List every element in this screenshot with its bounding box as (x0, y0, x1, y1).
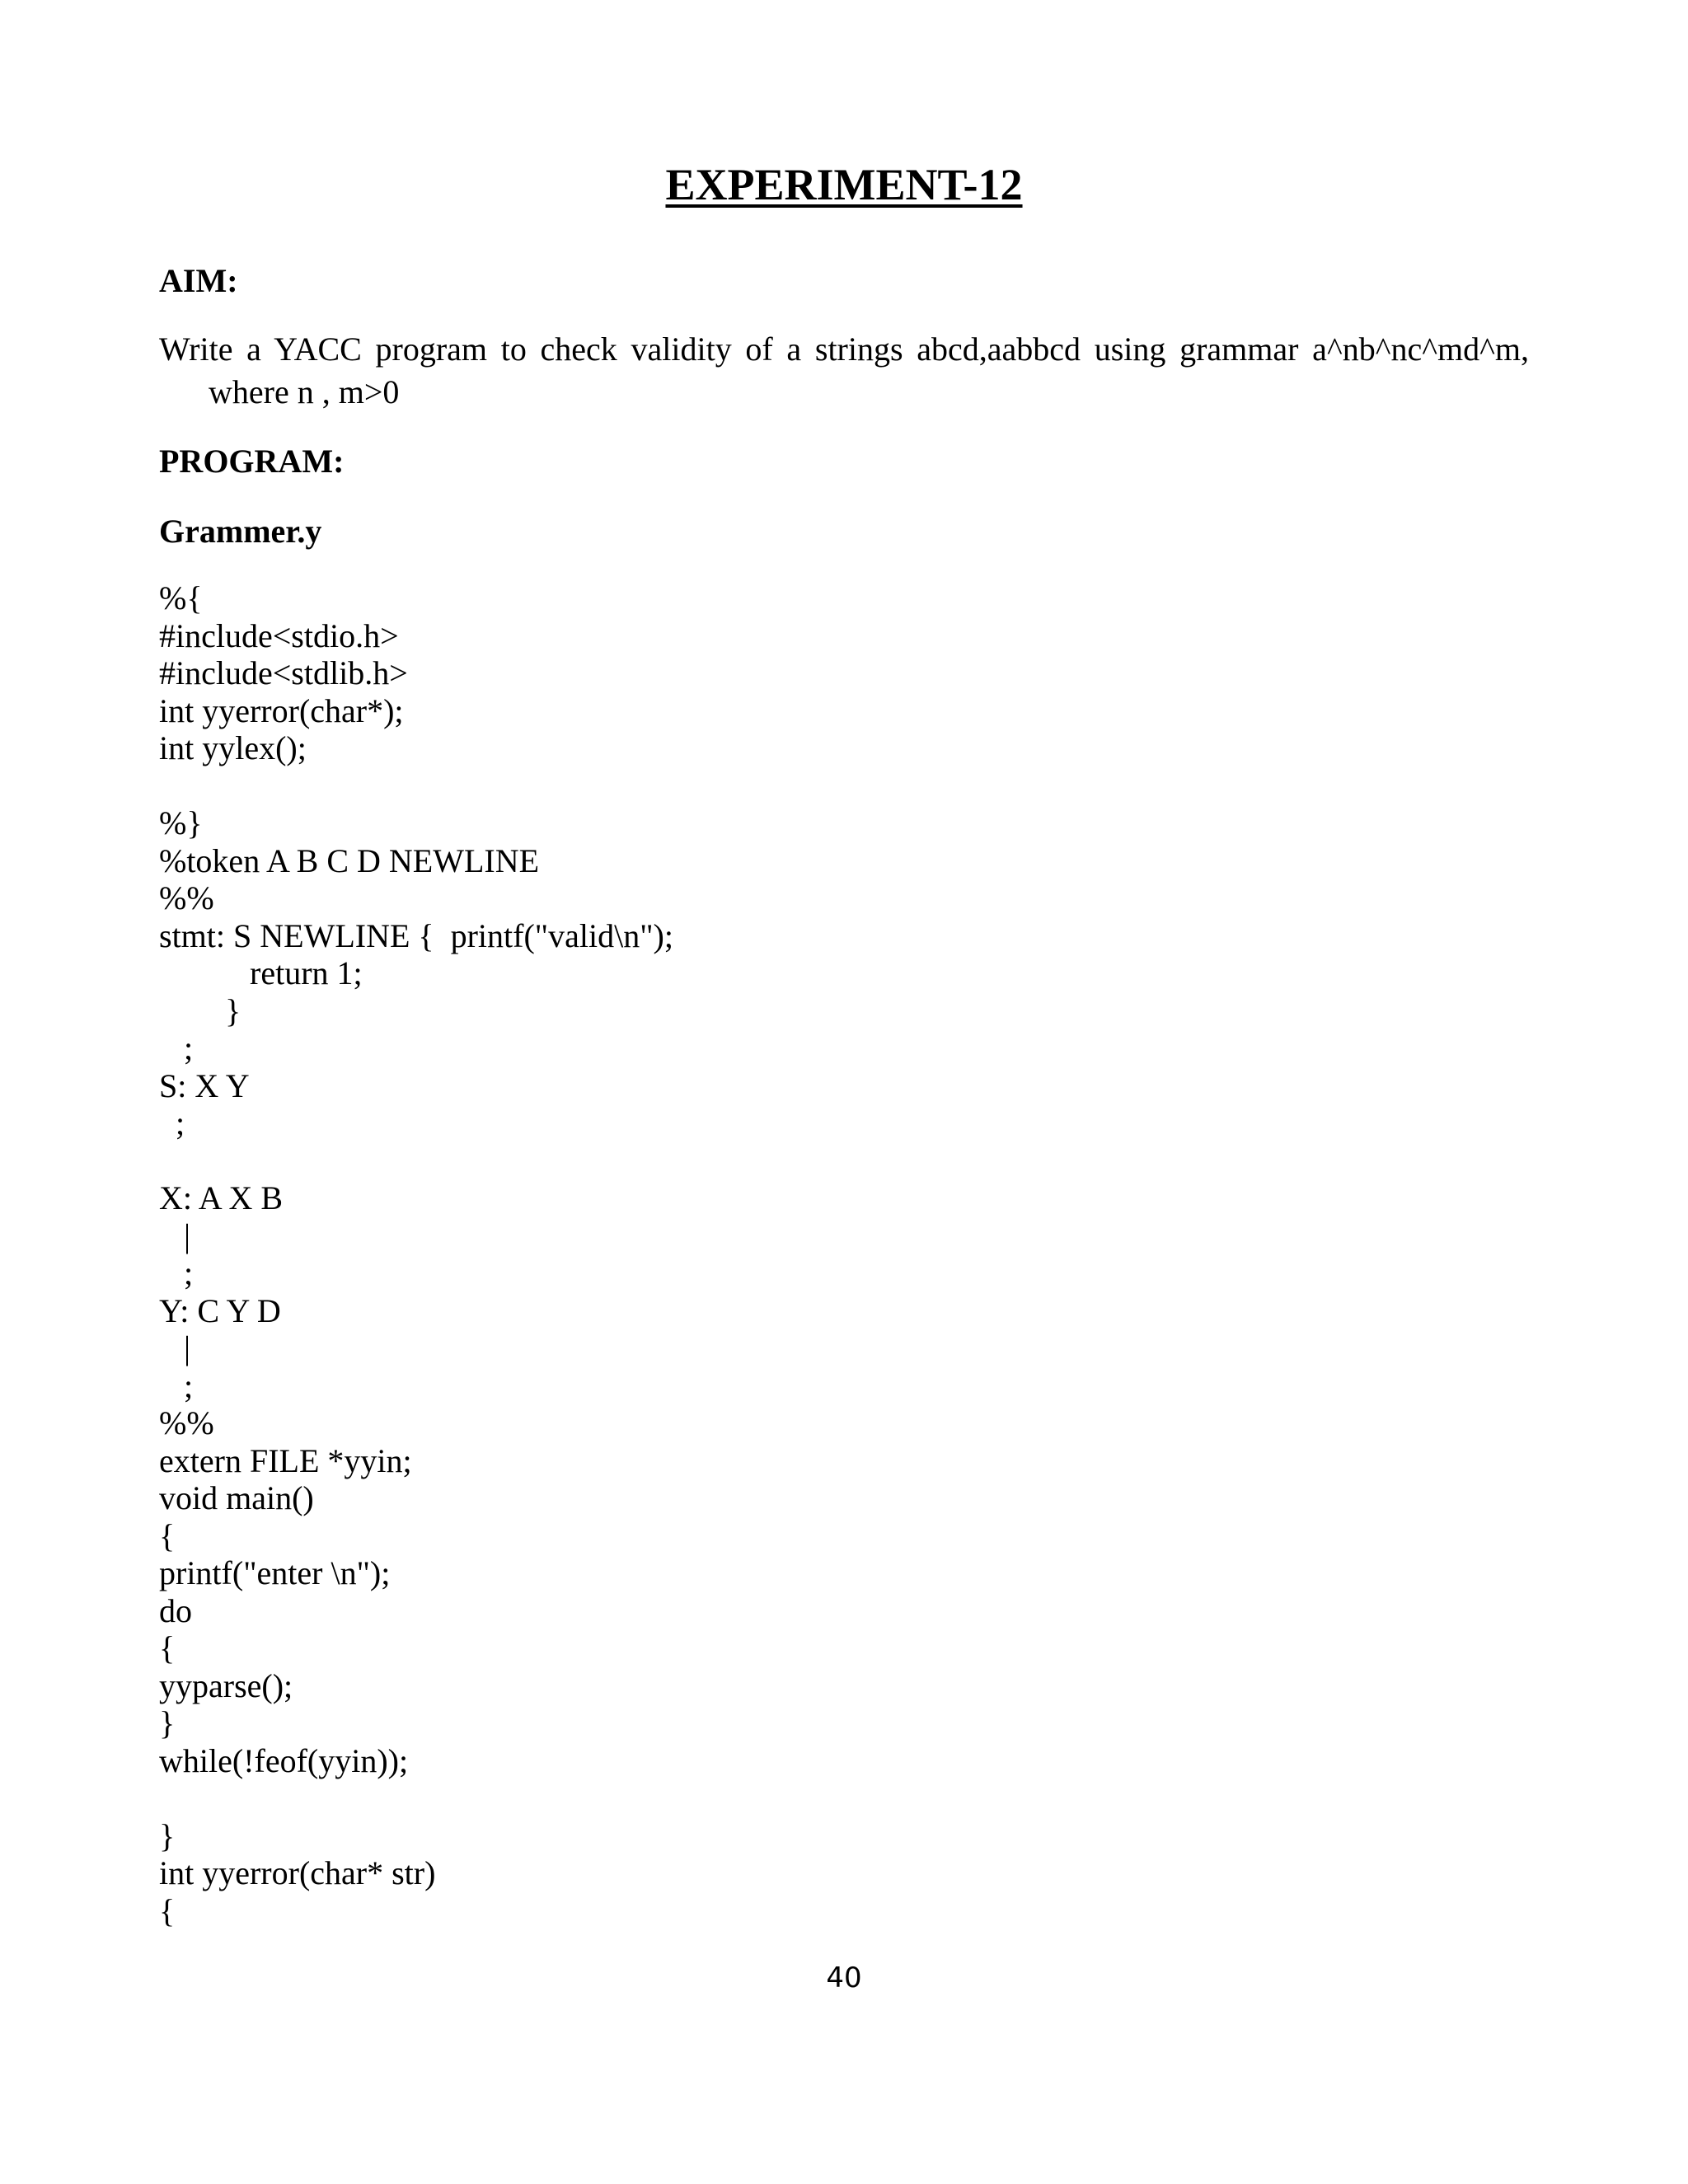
code-line: yyparse(); (159, 1666, 293, 1704)
code-line: int yylex(); (159, 729, 307, 766)
code-line: ; (159, 1104, 185, 1141)
code-line: extern FILE *yyin; (159, 1441, 412, 1479)
code-line: %% (159, 1404, 214, 1441)
program-filename: Grammer.y (159, 513, 322, 550)
code-line: | (159, 1216, 191, 1254)
code-line: } (159, 1704, 176, 1741)
code-line: int yyerror(char*); (159, 691, 404, 729)
page-title: EXPERIMENT-12 (665, 160, 1023, 209)
code-line: stmt: S NEWLINE { printf("valid\n"); (159, 916, 673, 954)
program-heading: PROGRAM: (159, 443, 345, 480)
code-listing (159, 579, 673, 1929)
code-line: ; (159, 1366, 194, 1404)
aim-heading: AIM: (159, 262, 238, 299)
code-line: X: A X B (159, 1179, 284, 1216)
code-line (159, 767, 673, 805)
code-line: { (159, 1516, 176, 1554)
code-line: S: X Y (159, 1066, 250, 1104)
code-line: while(!feof(yyin)); (159, 1741, 409, 1779)
code-line: do (159, 1591, 192, 1629)
code-line: | (159, 1329, 191, 1366)
code-line: ; (159, 1029, 194, 1066)
code-line: void main() (159, 1479, 314, 1516)
code-line (159, 1142, 673, 1180)
code-line: %} (159, 804, 203, 841)
code-line: %token A B C D NEWLINE (159, 841, 540, 879)
code-line: #include<stdlib.h> (159, 654, 408, 691)
page-number: 40 (826, 1961, 862, 1994)
code-line: } (159, 1816, 176, 1854)
code-line: } (159, 991, 241, 1029)
aim-text (159, 328, 1529, 414)
aim-text-line-2: where n , m>0 (209, 373, 400, 410)
code-line: return 1; (159, 954, 363, 991)
code-line: %{ (159, 579, 203, 616)
code-line: int yyerror(char* str) (159, 1854, 436, 1891)
code-line (159, 1779, 673, 1817)
code-line: Y: C Y D (159, 1291, 281, 1329)
code-line: printf("enter \n"); (159, 1554, 391, 1591)
code-line: { (159, 1891, 176, 1929)
aim-text-line-1: Write a YACC program to check validity of a strings abcd,aabbcd using grammar a^nb^nc^md^m, (159, 330, 1529, 368)
code-line: #include<stdio.h> (159, 616, 399, 654)
code-line: ; (159, 1254, 194, 1291)
code-line: %% (159, 879, 214, 916)
code-line: { (159, 1629, 176, 1666)
